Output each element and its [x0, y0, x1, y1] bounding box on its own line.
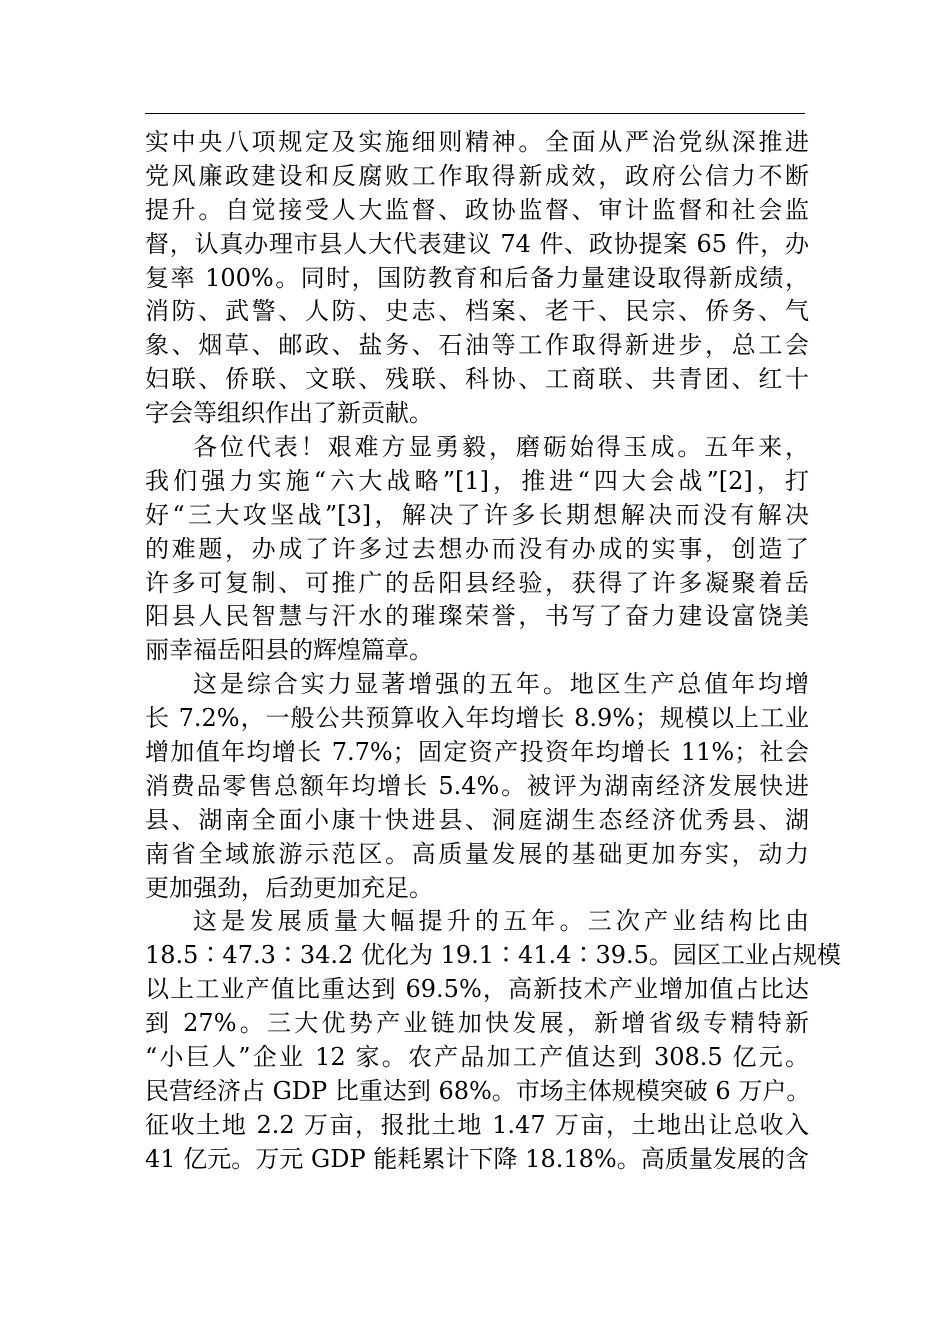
paragraph-line: 41 亿元。万元 GDP 能耗累计下降 18.18%。高质量发展的含 [145, 1144, 809, 1173]
paragraph [145, 905, 841, 1176]
paragraph-line: 增加值年均增长 7.7%；固定资产投资年均增长 11%；社会 [145, 738, 809, 767]
paragraph-line: “小巨人”企业 12 家。农产品加工产值达到 308.5 亿元。 [145, 1043, 809, 1072]
paragraph-line: 复率 100%。同时，国防教育和后备力量建设取得新成绩， [145, 263, 809, 292]
paragraph-line: 督，认真办理市县人大代表建议 74 件、政协提案 65 件，办 [145, 229, 809, 258]
paragraph-line: 我们强力实施“六大战略”[1]，推进“四大会战”[2]，打 [145, 466, 809, 495]
paragraph-line: 的难题，办成了许多过去想办而没有办成的实事，创造了 [145, 534, 809, 563]
paragraph-line: 妇联、侨联、文联、残联、科协、工商联、共青团、红十 [145, 365, 809, 394]
paragraph-line: 民营经济占 GDP 比重达到 68%。市场主体规模突破 6 万户。 [145, 1076, 811, 1105]
paragraph-line: 县、湖南全面小康十快进县、洞庭湖生态经济优秀县、湖 [145, 805, 809, 834]
paragraph-line: 到 27%。三大优势产业链加快发展，新增省级专精特新 [145, 1009, 809, 1038]
paragraph-line: 丽幸福岳阳县的辉煌篇章。 [145, 636, 433, 665]
document-body [145, 126, 841, 1177]
paragraph-line: 这是发展质量大幅提升的五年。三次产业结构比由 [193, 907, 809, 936]
paragraph [145, 668, 809, 905]
paragraph-line: 好“三大攻坚战”[3]，解决了许多长期想解决而没有解决 [145, 500, 809, 529]
paragraph-line: 字会等组织作出了新贡献。 [145, 399, 433, 428]
paragraph-line: 征收土地 2.2 万亩，报批土地 1.47 万亩，土地出让总收入 [145, 1110, 809, 1139]
paragraph-line: 消费品零售总额年均增长 5.4%。被评为湖南经济发展快进 [145, 771, 809, 800]
paragraph [145, 126, 809, 431]
paragraph-line: 实中央八项规定及实施细则精神。全面从严治党纵深推进 [145, 128, 809, 156]
paragraph-line: 象、烟草、邮政、盐务、石油等工作取得新进步，总工会 [145, 331, 809, 360]
paragraph-line: 更加强劲，后劲更加充足。 [145, 873, 433, 902]
paragraph-line: 长 7.2%，一般公共预算收入年均增长 8.9%；规模以上工业 [145, 704, 809, 733]
paragraph-line: 提升。自觉接受人大监督、政协监督、审计监督和社会监 [145, 195, 809, 224]
paragraph-line: 党风廉政建设和反腐败工作取得新成效，政府公信力不断 [145, 161, 809, 190]
paragraph-line: 这是综合实力显著增强的五年。地区生产总值年均增 [193, 670, 809, 699]
paragraph-line: 以上工业产值比重达到 69.5%，高新技术产业增加值占比达 [145, 975, 809, 1004]
paragraph [145, 431, 809, 668]
paragraph-line: 许多可复制、可推广的岳阳县经验，获得了许多凝聚着岳 [145, 568, 809, 597]
paragraph-line: 各位代表！艰难方显勇毅，磨砺始得玉成。五年来， [193, 433, 809, 462]
paragraph-line: 消防、武警、人防、史志、档案、老干、民宗、侨务、气 [145, 297, 809, 326]
paragraph-line: 阳县人民智慧与汗水的璀璨荣誉，书写了奋力建设富饶美 [145, 602, 809, 631]
paragraph-line: 南省全域旅游示范区。高质量发展的基础更加夯实，动力 [145, 839, 809, 868]
paragraph-line: 18.5∶47.3∶34.2 优化为 19.1∶41.4∶39.5。园区工业占规模 [145, 941, 841, 970]
header-rule [145, 113, 805, 114]
